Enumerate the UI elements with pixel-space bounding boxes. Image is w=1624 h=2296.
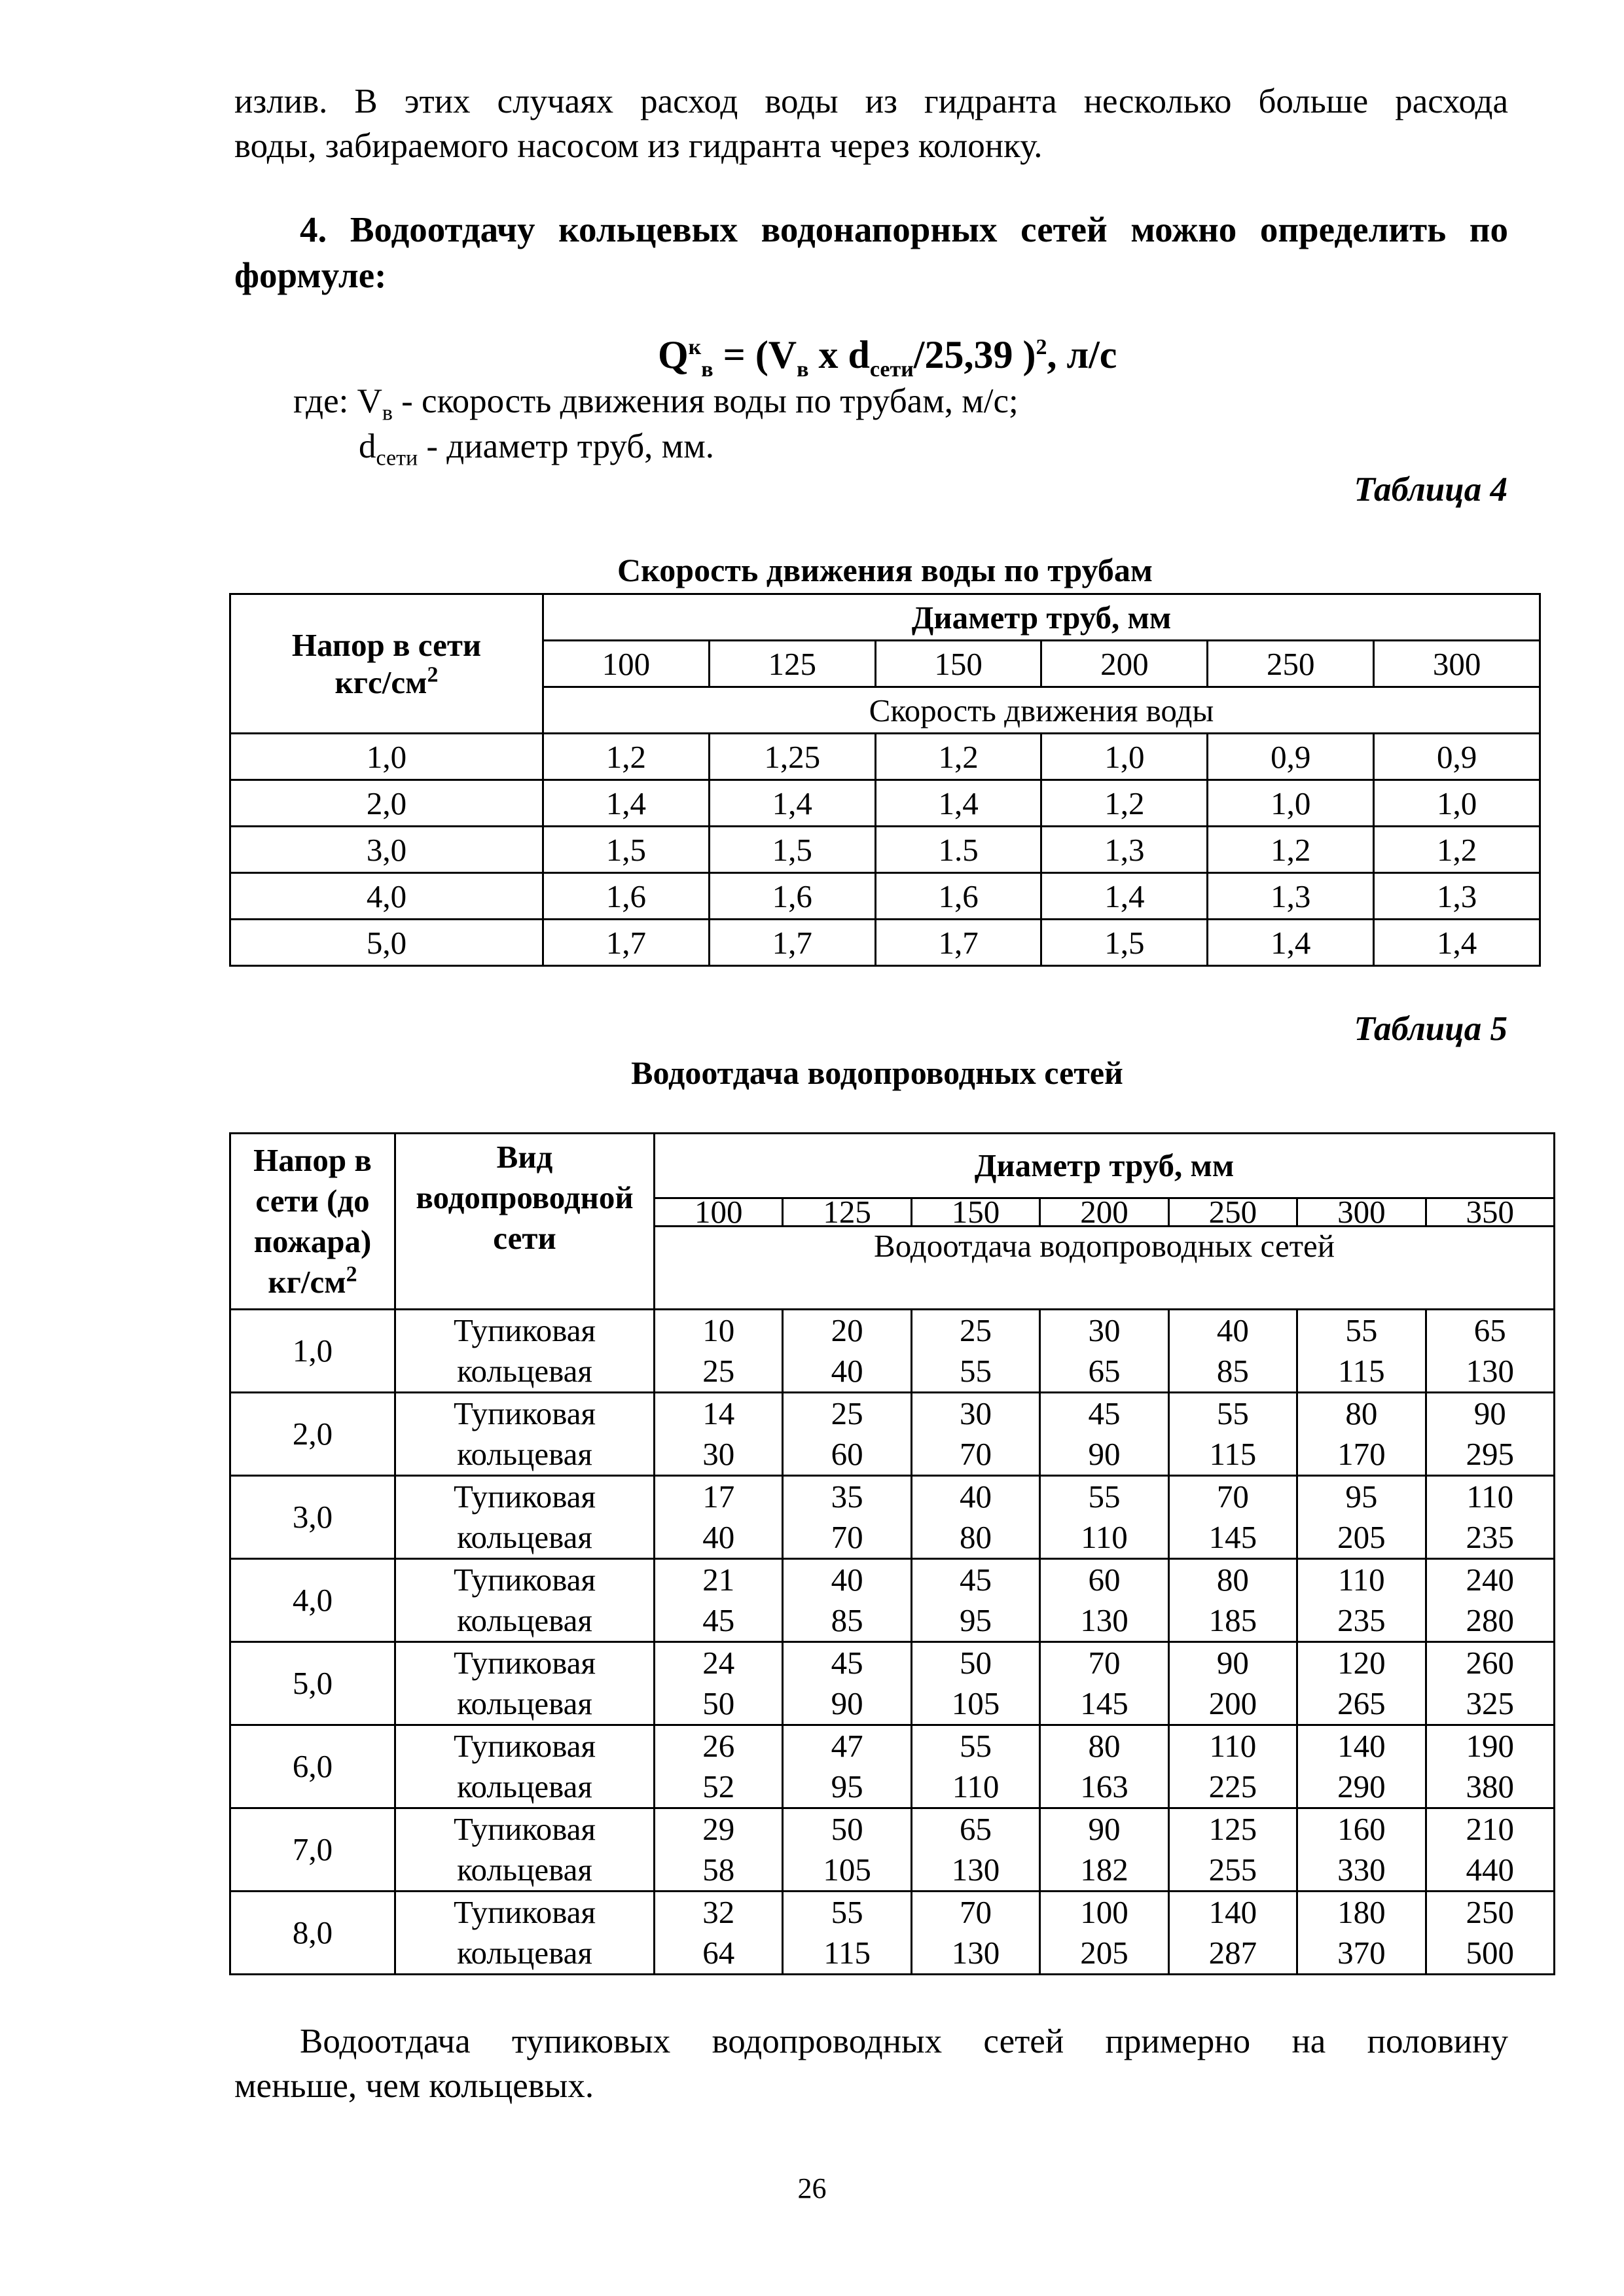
ring-value: 255 (1208, 1852, 1257, 1888)
table5-cell (1040, 1310, 1168, 1393)
table5-cell (1426, 1808, 1554, 1892)
dead-end-value: 29 (702, 1811, 735, 1847)
table5-cell (1040, 1892, 1168, 1975)
table4-row-header: Напор в сети кгс/$см^2$ (230, 594, 543, 734)
table4-diameter: 200 (1041, 641, 1208, 687)
ring-value: 115 (1337, 1353, 1385, 1389)
table5-diameter: 250 (1168, 1198, 1297, 1227)
table5-cell (655, 1642, 783, 1725)
dead-end-value: 55 (1088, 1479, 1121, 1515)
table5-cell (911, 1725, 1039, 1808)
dead-end-value: 70 (960, 1894, 992, 1930)
ring-value: 130 (1080, 1602, 1128, 1638)
intro-line-1: излив. В этих случаях расход воды из гидранта несколько больше расхода (234, 82, 1508, 120)
table4-cell: 1,4 (1041, 873, 1208, 920)
dead-end-value: 110 (1466, 1479, 1514, 1515)
network-type-dead-end: Тупиковая (453, 1894, 596, 1930)
ring-value: 25 (702, 1353, 735, 1389)
ring-value: 130 (951, 1935, 1000, 1971)
dead-end-value: 100 (1080, 1894, 1128, 1930)
ring-value: 170 (1337, 1436, 1386, 1472)
dead-end-value: 250 (1466, 1894, 1515, 1930)
dead-end-value: 25 (960, 1312, 992, 1348)
table5-network-type (395, 1725, 655, 1808)
table5-cell (1168, 1642, 1297, 1725)
table4-cell: 1,2 (543, 734, 710, 780)
dead-end-value: 25 (831, 1395, 863, 1431)
table5-cell (1426, 1476, 1554, 1559)
table5-cell (1426, 1892, 1554, 1975)
ring-value: 55 (960, 1353, 992, 1389)
table5-pressure: 7,0 (230, 1808, 395, 1892)
ring-value: 110 (1081, 1519, 1128, 1555)
table-row (230, 873, 1540, 920)
network-type-ring: кольцевая (457, 1436, 592, 1472)
dead-end-value: 80 (1216, 1562, 1249, 1598)
table4-cell: 1.5 (875, 827, 1041, 873)
dead-end-value: 110 (1209, 1728, 1257, 1764)
table5-cell (1040, 1393, 1168, 1476)
network-type-ring: кольцевая (457, 1519, 592, 1555)
dead-end-value: 55 (1216, 1395, 1249, 1431)
table5-subheader: Водоотдача водопроводных сетей (655, 1227, 1555, 1310)
ring-value: 205 (1080, 1935, 1128, 1971)
table4-cell: 1,2 (1374, 827, 1540, 873)
table5-cell (1426, 1642, 1554, 1725)
table5-diameter: 150 (911, 1198, 1039, 1227)
table5-cell (1426, 1393, 1554, 1476)
table4-diameter: 300 (1374, 641, 1540, 687)
table4-cell: 1,4 (709, 780, 875, 827)
table5-pressure: 1,0 (230, 1310, 395, 1393)
dead-end-value: 95 (1345, 1479, 1378, 1515)
table4-cell: 1,4 (1374, 920, 1540, 966)
network-type-ring: кольцевая (457, 1852, 592, 1888)
table5-pressure: 3,0 (230, 1476, 395, 1559)
table5-cell (655, 1725, 783, 1808)
network-type-dead-end: Тупиковая (453, 1479, 596, 1515)
table4-pressure: 1,0 (230, 734, 543, 780)
table-row (230, 1559, 1555, 1642)
ring-value: 30 (702, 1436, 735, 1472)
table5-diameter: 200 (1040, 1198, 1168, 1227)
ring-value: 280 (1466, 1602, 1515, 1638)
ring-value: 205 (1337, 1519, 1386, 1555)
table4-cell: 1,7 (875, 920, 1041, 966)
table5-diameter: 125 (783, 1198, 911, 1227)
table-row (230, 1892, 1555, 1975)
dead-end-value: 90 (1216, 1645, 1249, 1681)
table4-cell: 1,4 (1208, 920, 1374, 966)
ring-value: 380 (1466, 1768, 1515, 1804)
table5-pressure: 2,0 (230, 1393, 395, 1476)
table5-diameter-header: Диаметр труб, мм (655, 1134, 1555, 1198)
ring-value: 80 (960, 1519, 992, 1555)
table5-cell (783, 1310, 911, 1393)
table5-cell (1168, 1725, 1297, 1808)
section4-heading-line-1: 4. Водоотдачу кольцевых водонапорных сетей можно определить по (300, 209, 1508, 249)
table5-pressure: 5,0 (230, 1642, 395, 1725)
table5-cell (1040, 1725, 1168, 1808)
formula-where-line-2: $d_{сети}$ - диаметр труб, мм. (359, 427, 714, 471)
table5-cell (655, 1559, 783, 1642)
dead-end-value: 60 (1088, 1562, 1121, 1598)
dead-end-value: 32 (702, 1894, 735, 1930)
dead-end-value: 55 (960, 1728, 992, 1764)
dead-end-value: 45 (960, 1562, 992, 1598)
dead-end-value: 30 (1088, 1312, 1121, 1348)
table4-cell: 1,4 (875, 780, 1041, 827)
table5-cell (783, 1892, 911, 1975)
formula: $Q^к_в = (V_в$ х $d_{сети}/25,39$ )$^2$, л/с (658, 333, 1117, 382)
table5-label: Таблица 5 (1354, 1010, 1507, 1048)
ring-value: 115 (1209, 1436, 1257, 1472)
network-type-dead-end: Тупиковая (453, 1312, 596, 1348)
table4-cell: 1,4 (543, 780, 710, 827)
dead-end-value: 240 (1466, 1562, 1515, 1598)
table5-cell (1297, 1808, 1426, 1892)
ring-value: 105 (823, 1852, 871, 1888)
table5-cell (1040, 1476, 1168, 1559)
table-row (230, 734, 1540, 780)
intro-line-2: воды, забираемого насосом из гидранта через колонку. (234, 127, 1043, 165)
table4-cell: 0,9 (1208, 734, 1374, 780)
ring-value: 265 (1337, 1685, 1386, 1721)
dead-end-value: 24 (702, 1645, 735, 1681)
table5-cell (1297, 1310, 1426, 1393)
dead-end-value: 26 (702, 1728, 735, 1764)
ring-value: 200 (1208, 1685, 1257, 1721)
ring-value: 130 (951, 1852, 1000, 1888)
table4-cell: 1,5 (543, 827, 710, 873)
table5-cell (911, 1559, 1039, 1642)
dead-end-value: 80 (1345, 1395, 1378, 1431)
table5-diameter: 350 (1426, 1198, 1554, 1227)
network-type-ring: кольцевая (457, 1685, 592, 1721)
table4-cell: 1,25 (709, 734, 875, 780)
ring-value: 90 (831, 1685, 863, 1721)
table5-cell (1297, 1476, 1426, 1559)
table4-pressure: 5,0 (230, 920, 543, 966)
table5-cell (783, 1393, 911, 1476)
table4-cell: 1,6 (709, 873, 875, 920)
table5-type-header: Вид водопроводной сети (395, 1134, 655, 1310)
table5-cell (1040, 1808, 1168, 1892)
dead-end-value: 20 (831, 1312, 863, 1348)
table-row (230, 1642, 1555, 1725)
network-type-dead-end: Тупиковая (453, 1395, 596, 1431)
table5-cell (655, 1393, 783, 1476)
table5-network-type (395, 1476, 655, 1559)
table5-cell (1168, 1808, 1297, 1892)
table4-cell: 0,9 (1374, 734, 1540, 780)
ring-value: 295 (1466, 1436, 1515, 1472)
table4-cell: 1,3 (1208, 873, 1374, 920)
table4-pressure: 2,0 (230, 780, 543, 827)
table5-cell (1297, 1642, 1426, 1725)
table5-cell (783, 1642, 911, 1725)
ring-value: 60 (831, 1436, 863, 1472)
dead-end-value: 14 (702, 1395, 735, 1431)
ring-value: 90 (1088, 1436, 1121, 1472)
table4-diameter: 125 (709, 641, 875, 687)
table-row (230, 1808, 1555, 1892)
table5-cell (1297, 1892, 1426, 1975)
table4-cell: 1,0 (1374, 780, 1540, 827)
table4-cell: 1,2 (1208, 827, 1374, 873)
dead-end-value: 65 (960, 1811, 992, 1847)
ring-value: 95 (960, 1602, 992, 1638)
table4-cell: 1,2 (875, 734, 1041, 780)
ring-value: 40 (702, 1519, 735, 1555)
table-row (230, 827, 1540, 873)
network-type-ring: кольцевая (457, 1602, 592, 1638)
table5-cell (1168, 1310, 1297, 1393)
table4-diameter: 150 (875, 641, 1041, 687)
table5-cell (1168, 1559, 1297, 1642)
dead-end-value: 110 (1337, 1562, 1385, 1598)
ring-value: 235 (1466, 1519, 1515, 1555)
table5-network-type (395, 1892, 655, 1975)
dead-end-value: 90 (1473, 1395, 1506, 1431)
table4-cell: 1,0 (1041, 734, 1208, 780)
dead-end-value: 65 (1473, 1312, 1506, 1348)
ring-value: 52 (702, 1768, 735, 1804)
table5-cell (783, 1476, 911, 1559)
ring-value: 225 (1208, 1768, 1257, 1804)
ring-value: 370 (1337, 1935, 1386, 1971)
ring-value: 85 (831, 1602, 863, 1638)
dead-end-value: 50 (831, 1811, 863, 1847)
dead-end-value: 180 (1337, 1894, 1386, 1930)
table5-cell (1168, 1476, 1297, 1559)
table4-cell: 1,3 (1041, 827, 1208, 873)
dead-end-value: 140 (1208, 1894, 1257, 1930)
table5-cell (1040, 1559, 1168, 1642)
dead-end-value: 140 (1337, 1728, 1386, 1764)
table5-cell (1297, 1725, 1426, 1808)
table5-cell (783, 1559, 911, 1642)
table5-cell (911, 1642, 1039, 1725)
closing-line-2: меньше, чем кольцевых. (234, 2067, 594, 2105)
ring-value: 330 (1337, 1852, 1386, 1888)
dead-end-value: 10 (702, 1312, 735, 1348)
table4-diameter-header: Диаметр труб, мм (543, 594, 1540, 641)
ring-value: 325 (1466, 1685, 1515, 1721)
dead-end-value: 70 (1088, 1645, 1121, 1681)
table4-diameter: 250 (1208, 641, 1374, 687)
table-row (230, 1310, 1555, 1393)
table5 (229, 1132, 1555, 1975)
table5-pressure-header: Напор в сети (до пожара) $кг/см^2$ (230, 1134, 395, 1310)
table5-cell (783, 1725, 911, 1808)
table5-cell (783, 1808, 911, 1892)
table4-pressure: 4,0 (230, 873, 543, 920)
ring-value: 95 (831, 1768, 863, 1804)
table5-network-type (395, 1808, 655, 1892)
dead-end-value: 40 (831, 1562, 863, 1598)
dead-end-value: 40 (960, 1479, 992, 1515)
table5-diameter: 300 (1297, 1198, 1426, 1227)
ring-value: 110 (952, 1768, 1000, 1804)
dead-end-value: 55 (831, 1894, 863, 1930)
table5-cell (655, 1310, 783, 1393)
ring-value: 85 (1216, 1353, 1249, 1389)
table4 (229, 593, 1541, 967)
table5-cell (1426, 1310, 1554, 1393)
table5-network-type (395, 1393, 655, 1476)
ring-value: 235 (1337, 1602, 1386, 1638)
dead-end-value: 21 (702, 1562, 735, 1598)
ring-value: 70 (960, 1436, 992, 1472)
dead-end-value: 210 (1466, 1811, 1515, 1847)
ring-value: 500 (1466, 1935, 1515, 1971)
dead-end-value: 160 (1337, 1811, 1386, 1847)
table5-cell (911, 1808, 1039, 1892)
dead-end-value: 17 (702, 1479, 735, 1515)
table5-cell (1426, 1559, 1554, 1642)
table4-cell: 1,6 (875, 873, 1041, 920)
table5-cell (655, 1892, 783, 1975)
table4-title: Скорость движения воды по трубам (617, 552, 1153, 588)
table5-cell (1168, 1892, 1297, 1975)
table5-pressure: 6,0 (230, 1725, 395, 1808)
table5-cell (911, 1476, 1039, 1559)
table4-label: Таблица 4 (1354, 471, 1507, 509)
ring-value: 145 (1080, 1685, 1128, 1721)
table5-cell (911, 1892, 1039, 1975)
table4-subheader: Скорость движения воды (543, 687, 1540, 734)
table5-cell (1297, 1559, 1426, 1642)
dead-end-value: 50 (960, 1645, 992, 1681)
table5-cell (1168, 1393, 1297, 1476)
dead-end-value: 125 (1208, 1811, 1257, 1847)
dead-end-value: 120 (1337, 1645, 1386, 1681)
dead-end-value: 260 (1466, 1645, 1515, 1681)
dead-end-value: 80 (1088, 1728, 1121, 1764)
ring-value: 65 (1088, 1353, 1121, 1389)
table5-network-type (395, 1559, 655, 1642)
section4-heading-line-2: формуле: (234, 255, 387, 295)
dead-end-value: 55 (1345, 1312, 1378, 1348)
formula-where-line-1: где: $V_в$ - скорость движения воды по трубам, м/с; (293, 382, 1019, 425)
table4-cell: 1,0 (1208, 780, 1374, 827)
ring-value: 45 (702, 1602, 735, 1638)
network-type-ring: кольцевая (457, 1768, 592, 1804)
table4-cell: 1,5 (1041, 920, 1208, 966)
table5-cell (911, 1310, 1039, 1393)
ring-value: 163 (1080, 1768, 1128, 1804)
ring-value: 185 (1208, 1602, 1257, 1638)
network-type-dead-end: Тупиковая (453, 1562, 596, 1598)
dead-end-value: 190 (1466, 1728, 1515, 1764)
dead-end-value: 45 (831, 1645, 863, 1681)
table5-title: Водоотдача водопроводных сетей (631, 1054, 1123, 1091)
table4-cell: 1,3 (1374, 873, 1540, 920)
table5-network-type (395, 1310, 655, 1393)
table4-cell: 1,6 (543, 873, 710, 920)
ring-value: 290 (1337, 1768, 1386, 1804)
table5-cell (1426, 1725, 1554, 1808)
dead-end-value: 35 (831, 1479, 863, 1515)
table4-cell: 1,7 (543, 920, 710, 966)
table-row (230, 1393, 1555, 1476)
network-type-ring: кольцевая (457, 1935, 592, 1971)
ring-value: 115 (823, 1935, 871, 1971)
table5-pressure: 8,0 (230, 1892, 395, 1975)
network-type-dead-end: Тупиковая (453, 1645, 596, 1681)
ring-value: 58 (702, 1852, 735, 1888)
table4-cell: 1,5 (709, 827, 875, 873)
dead-end-value: 40 (1216, 1312, 1249, 1348)
network-type-dead-end: Тупиковая (453, 1728, 596, 1764)
page-number: 26 (797, 2172, 827, 2204)
ring-value: 182 (1080, 1852, 1128, 1888)
ring-value: 287 (1208, 1935, 1257, 1971)
table5-cell (1297, 1393, 1426, 1476)
ring-value: 130 (1466, 1353, 1515, 1389)
table5-cell (911, 1393, 1039, 1476)
ring-value: 440 (1466, 1852, 1515, 1888)
ring-value: 105 (951, 1685, 1000, 1721)
dead-end-value: 30 (960, 1395, 992, 1431)
dead-end-value: 70 (1216, 1479, 1249, 1515)
ring-value: 145 (1208, 1519, 1257, 1555)
ring-value: 64 (702, 1935, 735, 1971)
table5-cell (655, 1808, 783, 1892)
ring-value: 40 (831, 1353, 863, 1389)
closing-line-1: Водоотдача тупиковых водопроводных сетей примерно на половину (300, 2022, 1508, 2060)
network-type-dead-end: Тупиковая (453, 1811, 596, 1847)
table5-cell (655, 1476, 783, 1559)
table-row (230, 1725, 1555, 1808)
table5-diameter: 100 (655, 1198, 783, 1227)
dead-end-value: 90 (1088, 1811, 1121, 1847)
table5-pressure: 4,0 (230, 1559, 395, 1642)
table4-pressure: 3,0 (230, 827, 543, 873)
table-row (230, 780, 1540, 827)
dead-end-value: 45 (1088, 1395, 1121, 1431)
table-row (230, 1476, 1555, 1559)
table-row (230, 920, 1540, 966)
ring-value: 50 (702, 1685, 735, 1721)
ring-value: 70 (831, 1519, 863, 1555)
table4-cell: 1,2 (1041, 780, 1208, 827)
table4-diameter: 100 (543, 641, 710, 687)
table5-network-type (395, 1642, 655, 1725)
table5-cell (1040, 1642, 1168, 1725)
network-type-ring: кольцевая (457, 1353, 592, 1389)
dead-end-value: 47 (831, 1728, 863, 1764)
table4-cell: 1,7 (709, 920, 875, 966)
